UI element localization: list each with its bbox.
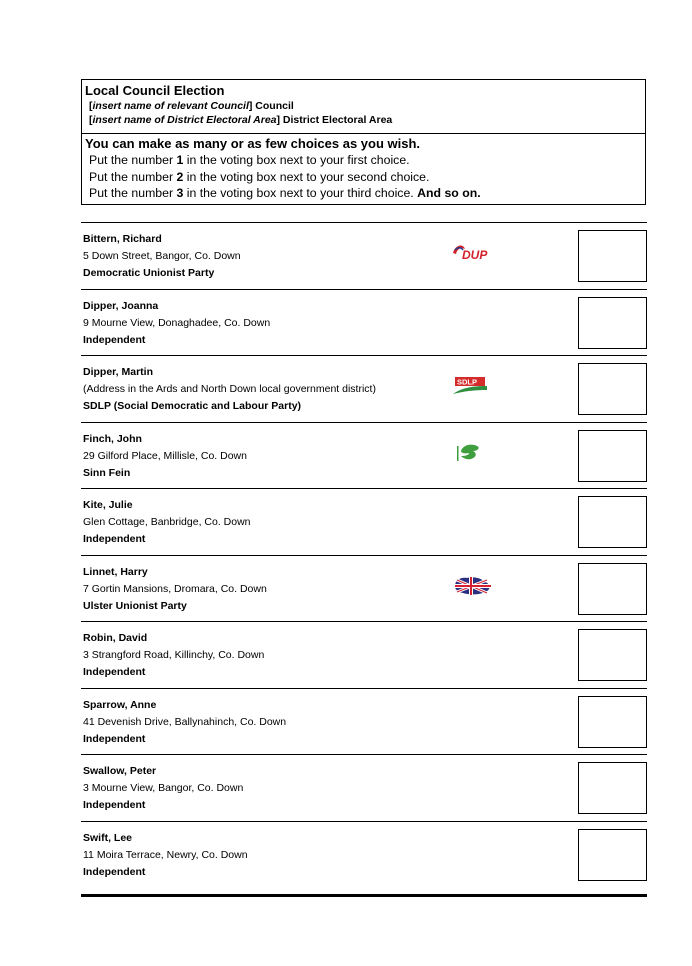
instruction-line-2: Put the number 2 in the voting box next to your second choice. (89, 169, 430, 184)
vote-box[interactable] (578, 430, 647, 482)
candidate-address: 9 Mourne View, Donaghadee, Co. Down (83, 316, 271, 329)
candidate-address: 3 Mourne View, Bangor, Co. Down (83, 782, 244, 794)
voting-instructions (82, 134, 645, 204)
vote-box[interactable] (578, 496, 647, 548)
instruction-line-3: Put the number 3 in the voting box next to your third choice. And so on. (89, 186, 481, 200)
dup-emblem-icon (449, 241, 497, 263)
dea-line: [insert name of District Electoral Area] District Electoral Area (89, 114, 393, 126)
candidate-party: Democratic Unionist Party (83, 267, 215, 279)
sinn-fein-emblem-icon (449, 441, 497, 463)
candidate-party: Ulster Unionist Party (83, 599, 187, 612)
instruction-line-1: Put the number 1 in the voting box next to your first choice. (89, 153, 410, 167)
candidate-party: Independent (83, 732, 146, 745)
candidate-address: Glen Cottage, Banbridge, Co. Down (83, 516, 251, 528)
vote-box[interactable] (578, 230, 647, 282)
vote-box[interactable] (578, 696, 647, 748)
candidate-row (81, 821, 647, 888)
vote-box[interactable] (578, 363, 647, 415)
candidate-party: Independent (83, 865, 146, 878)
vote-box[interactable] (578, 829, 647, 881)
vote-box[interactable] (578, 563, 647, 615)
candidate-row (81, 555, 647, 622)
candidate-row (81, 355, 647, 422)
candidate-row (81, 222, 647, 289)
candidate-party: Independent (83, 333, 146, 346)
svg-text:SDLP: SDLP (457, 377, 478, 387)
candidate-row (81, 422, 647, 489)
instructions-title: You can make as many or as few choices as you wish. (85, 136, 421, 151)
council-line: [insert name of relevant Council] Council (89, 100, 294, 112)
candidate-party: Sinn Fein (83, 466, 131, 479)
candidate-address: 29 Gilford Place, Millisle, Co. Down (83, 449, 247, 462)
council-placeholder: insert name of relevant Council (92, 100, 249, 112)
ballot-bottom-rule (81, 894, 647, 897)
dea-placeholder: insert name of District Electoral Area (92, 114, 277, 126)
candidate-address: (Address in the Ards and North Down local government district) (83, 383, 376, 395)
candidate-name: Dipper, Martin (83, 366, 154, 378)
candidate-name: Bittern, Richard (83, 233, 162, 245)
candidate-name: Finch, John (83, 432, 142, 445)
candidate-row (81, 754, 647, 821)
candidate-row (81, 289, 647, 356)
candidate-address: 7 Gortin Mansions, Dromara, Co. Down (83, 582, 267, 595)
candidate-name: Kite, Julie (83, 499, 133, 511)
sdlp-emblem-icon (449, 374, 497, 396)
candidate-name: Linnet, Harry (83, 565, 148, 578)
candidate-name: Swallow, Peter (83, 765, 157, 777)
candidate-address: 3 Strangford Road, Killinchy, Co. Down (83, 649, 265, 661)
election-info (82, 80, 645, 134)
candidate-party: Independent (83, 666, 146, 678)
vote-box[interactable] (578, 629, 647, 681)
uup-emblem-icon (449, 574, 497, 596)
election-title: Local Council Election (85, 83, 225, 98)
candidate-party: Independent (83, 799, 146, 811)
candidate-row (81, 688, 647, 755)
candidate-row (81, 488, 647, 555)
candidate-address: 11 Moira Terrace, Newry, Co. Down (83, 848, 248, 861)
candidate-party: Independent (83, 533, 146, 545)
candidate-name: Sparrow, Anne (83, 698, 157, 711)
candidate-row (81, 621, 647, 688)
candidate-name: Dipper, Joanna (83, 299, 159, 312)
candidate-list (81, 222, 647, 887)
candidate-address: 5 Down Street, Bangor, Co. Down (83, 250, 241, 262)
svg-text:DUP: DUP (462, 248, 488, 262)
vote-box[interactable] (578, 297, 647, 349)
ballot-header (81, 79, 646, 205)
candidate-party: SDLP (Social Democratic and Labour Party) (83, 400, 302, 412)
candidate-name: Swift, Lee (83, 831, 133, 844)
candidate-name: Robin, David (83, 632, 148, 644)
vote-box[interactable] (578, 762, 647, 814)
candidate-address: 41 Devenish Drive, Ballynahinch, Co. Down (83, 715, 287, 728)
